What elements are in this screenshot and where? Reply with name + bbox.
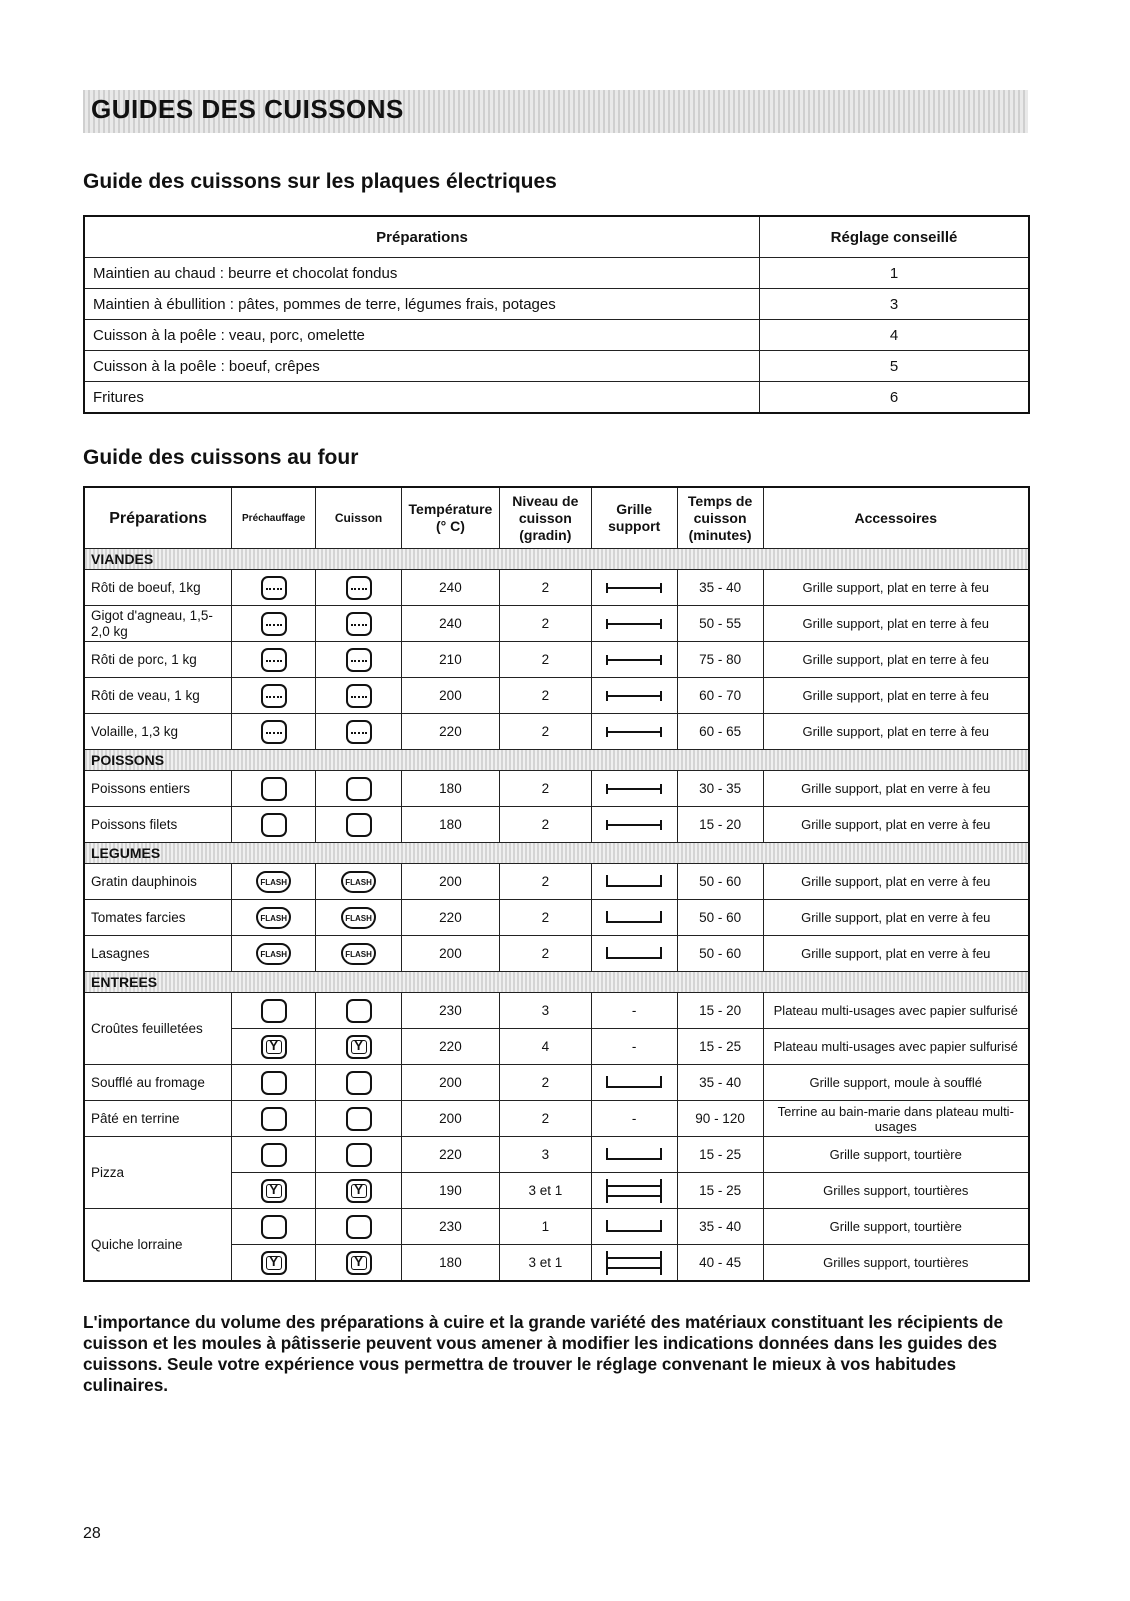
fan-oven-icon [346, 1251, 372, 1275]
oven-mode-icon [346, 813, 372, 837]
table-row: Rôti de boeuf, 1kg 240 2 35 - 40 Grille support, plat en terre à feu [84, 570, 1029, 606]
flash-icon: FLASH [341, 907, 376, 929]
col-header-prechauffage: Préchauffage [232, 487, 316, 549]
table-row: Y Y 180 3 et 1 40 - 45 Grilles support, tourtières [84, 1245, 1029, 1282]
oven-mode-icon [346, 1071, 372, 1095]
section-viandes: VIANDES [84, 549, 1029, 570]
prep-cell: Cuisson à la poêle : veau, porc, omelette [84, 320, 760, 351]
section-poissons: POISSONS [84, 750, 1029, 771]
double-grille-icon [604, 1179, 664, 1203]
oven-mode-icon [346, 1143, 372, 1167]
section-legumes: LEGUMES [84, 843, 1029, 864]
grill-mode-icon [261, 576, 287, 600]
page-banner [83, 90, 1028, 133]
table-row: Gigot d'agneau, 1,5-2,0 kg 240 2 50 - 55 Grille support, plat en terre à feu [84, 606, 1029, 642]
flash-icon: FLASH [256, 907, 291, 929]
oven-mode-icon [261, 1071, 287, 1095]
oven-mode-icon [261, 999, 287, 1023]
table-row: Lasagnes FLASH FLASH 200 2 50 - 60 Grille support, plat en verre à feu [84, 936, 1029, 972]
grill-mode-icon [261, 612, 287, 636]
reglage-cell: 3 [760, 289, 1030, 320]
flash-icon: FLASH [256, 943, 291, 965]
reglage-cell: 6 [760, 382, 1030, 414]
table-row [84, 351, 1029, 382]
fan-oven-icon [261, 1035, 287, 1059]
grill-mode-icon [346, 612, 372, 636]
table-row: Y Y 220 4 - 15 - 25 Plateau multi-usages avec papier sulfurisé [84, 1029, 1029, 1065]
col-header-preparations: Préparations [84, 216, 760, 258]
oven-mode-icon [261, 1143, 287, 1167]
reglage-cell: 5 [760, 351, 1030, 382]
grille-high-icon [604, 875, 664, 889]
grille-low-icon [604, 653, 664, 667]
double-grille-icon [604, 1251, 664, 1275]
advice-note: L'importance du volume des préparations à cuire et la grande variété des matériaux constituant les récipients de cuisson et les moules à pâtisserie peuvent vous amener à modifier les indications données dans les guides des cuissons. Seule votre expérience vous permettra de trouver le réglage convenant le mieux à vos habitudes culinaires. [83, 1312, 1004, 1395]
oven-mode-icon [346, 999, 372, 1023]
grille-low-icon [604, 782, 664, 796]
oven-mode-icon [261, 1107, 287, 1131]
table-row: Y Y 190 3 et 1 15 - 25 Grilles support, tourtières [84, 1173, 1029, 1209]
oven-mode-icon [261, 777, 287, 801]
reglage-cell: 1 [760, 258, 1030, 289]
grille-low-icon [604, 581, 664, 595]
col-header-reglage: Réglage conseillé [760, 216, 1030, 258]
col-header-temps: Temps de cuisson (minutes) [677, 487, 763, 549]
grill-mode-icon [261, 648, 287, 672]
fan-oven-icon [261, 1251, 287, 1275]
table-row [84, 382, 1029, 414]
table-row: Poissons entiers 180 2 30 - 35 Grille support, plat en verre à feu [84, 771, 1029, 807]
section-entrees: ENTREES [84, 972, 1029, 993]
table-row [84, 258, 1029, 289]
grille-low-icon [604, 725, 664, 739]
flash-icon: FLASH [341, 943, 376, 965]
col-header-grille: Grille support [591, 487, 677, 549]
grill-mode-icon [346, 576, 372, 600]
table-four [83, 486, 1030, 1282]
grill-mode-icon [346, 720, 372, 744]
fan-oven-icon [346, 1179, 372, 1203]
oven-mode-icon [346, 777, 372, 801]
oven-mode-icon [261, 813, 287, 837]
grille-high-icon [604, 1148, 664, 1162]
table-row: Pâté en terrine 200 2 - 90 - 120 Terrine au bain-marie dans plateau multi-usages [84, 1101, 1029, 1137]
table-row: Soufflé au fromage 200 2 35 - 40 Grille support, moule à soufflé [84, 1065, 1029, 1101]
col-header-temperature: Température (° C) [401, 487, 499, 549]
table-row: Tomates farcies FLASH FLASH 220 2 50 - 60 Grille support, plat en verre à feu [84, 900, 1029, 936]
fan-oven-icon [261, 1179, 287, 1203]
banner-title: GUIDES DES CUISSONS [91, 94, 404, 124]
table-row [84, 320, 1029, 351]
col-header-preparations: Préparations [84, 487, 232, 549]
prep-cell: Maintien à ébullition : pâtes, pommes de terre, légumes frais, potages [84, 289, 760, 320]
grille-low-icon [604, 617, 664, 631]
table-row [84, 289, 1029, 320]
grille-high-icon [604, 911, 664, 925]
table-row: Quiche lorraine 230 1 35 - 40 Grille support, tourtière [84, 1209, 1029, 1245]
grill-mode-icon [261, 684, 287, 708]
grille-low-icon [604, 689, 664, 703]
reglage-cell: 4 [760, 320, 1030, 351]
oven-mode-icon [261, 1215, 287, 1239]
table-row: Rôti de porc, 1 kg 210 2 75 - 80 Grille support, plat en terre à feu [84, 642, 1029, 678]
section-title-four: Guide des cuissons au four [83, 446, 359, 469]
col-header-cuisson: Cuisson [316, 487, 402, 549]
oven-mode-icon [346, 1215, 372, 1239]
grill-mode-icon [346, 684, 372, 708]
fan-oven-icon [346, 1035, 372, 1059]
table-plaques [83, 215, 1030, 414]
table-row: Pizza 220 3 15 - 25 Grille support, tourtière [84, 1137, 1029, 1173]
section-title-plaques: Guide des cuissons sur les plaques électriques [83, 170, 557, 193]
table-row: Poissons filets 180 2 15 - 20 Grille support, plat en verre à feu [84, 807, 1029, 843]
grille-high-icon [604, 1076, 664, 1090]
grille-low-icon [604, 818, 664, 832]
table-row: Gratin dauphinois FLASH FLASH 200 2 50 - 60 Grille support, plat en verre à feu [84, 864, 1029, 900]
flash-icon: FLASH [256, 871, 291, 893]
grille-high-icon [604, 947, 664, 961]
grille-high-icon [604, 1220, 664, 1234]
flash-icon: FLASH [341, 871, 376, 893]
table-row: Croûtes feuilletées 230 3 - 15 - 20 Plateau multi-usages avec papier sulfurisé [84, 993, 1029, 1029]
grill-mode-icon [346, 648, 372, 672]
prep-cell: Cuisson à la poêle : boeuf, crêpes [84, 351, 760, 382]
page-number: 28 [83, 1525, 101, 1542]
oven-mode-icon [346, 1107, 372, 1131]
table-row: Rôti de veau, 1 kg 200 2 60 - 70 Grille support, plat en terre à feu [84, 678, 1029, 714]
col-header-accessoires: Accessoires [763, 487, 1029, 549]
table-row: Volaille, 1,3 kg 220 2 60 - 65 Grille support, plat en terre à feu [84, 714, 1029, 750]
grill-mode-icon [261, 720, 287, 744]
prep-cell: Fritures [84, 382, 760, 414]
prep-cell: Maintien au chaud : beurre et chocolat fondus [84, 258, 760, 289]
col-header-niveau: Niveau de cuisson (gradin) [499, 487, 591, 549]
